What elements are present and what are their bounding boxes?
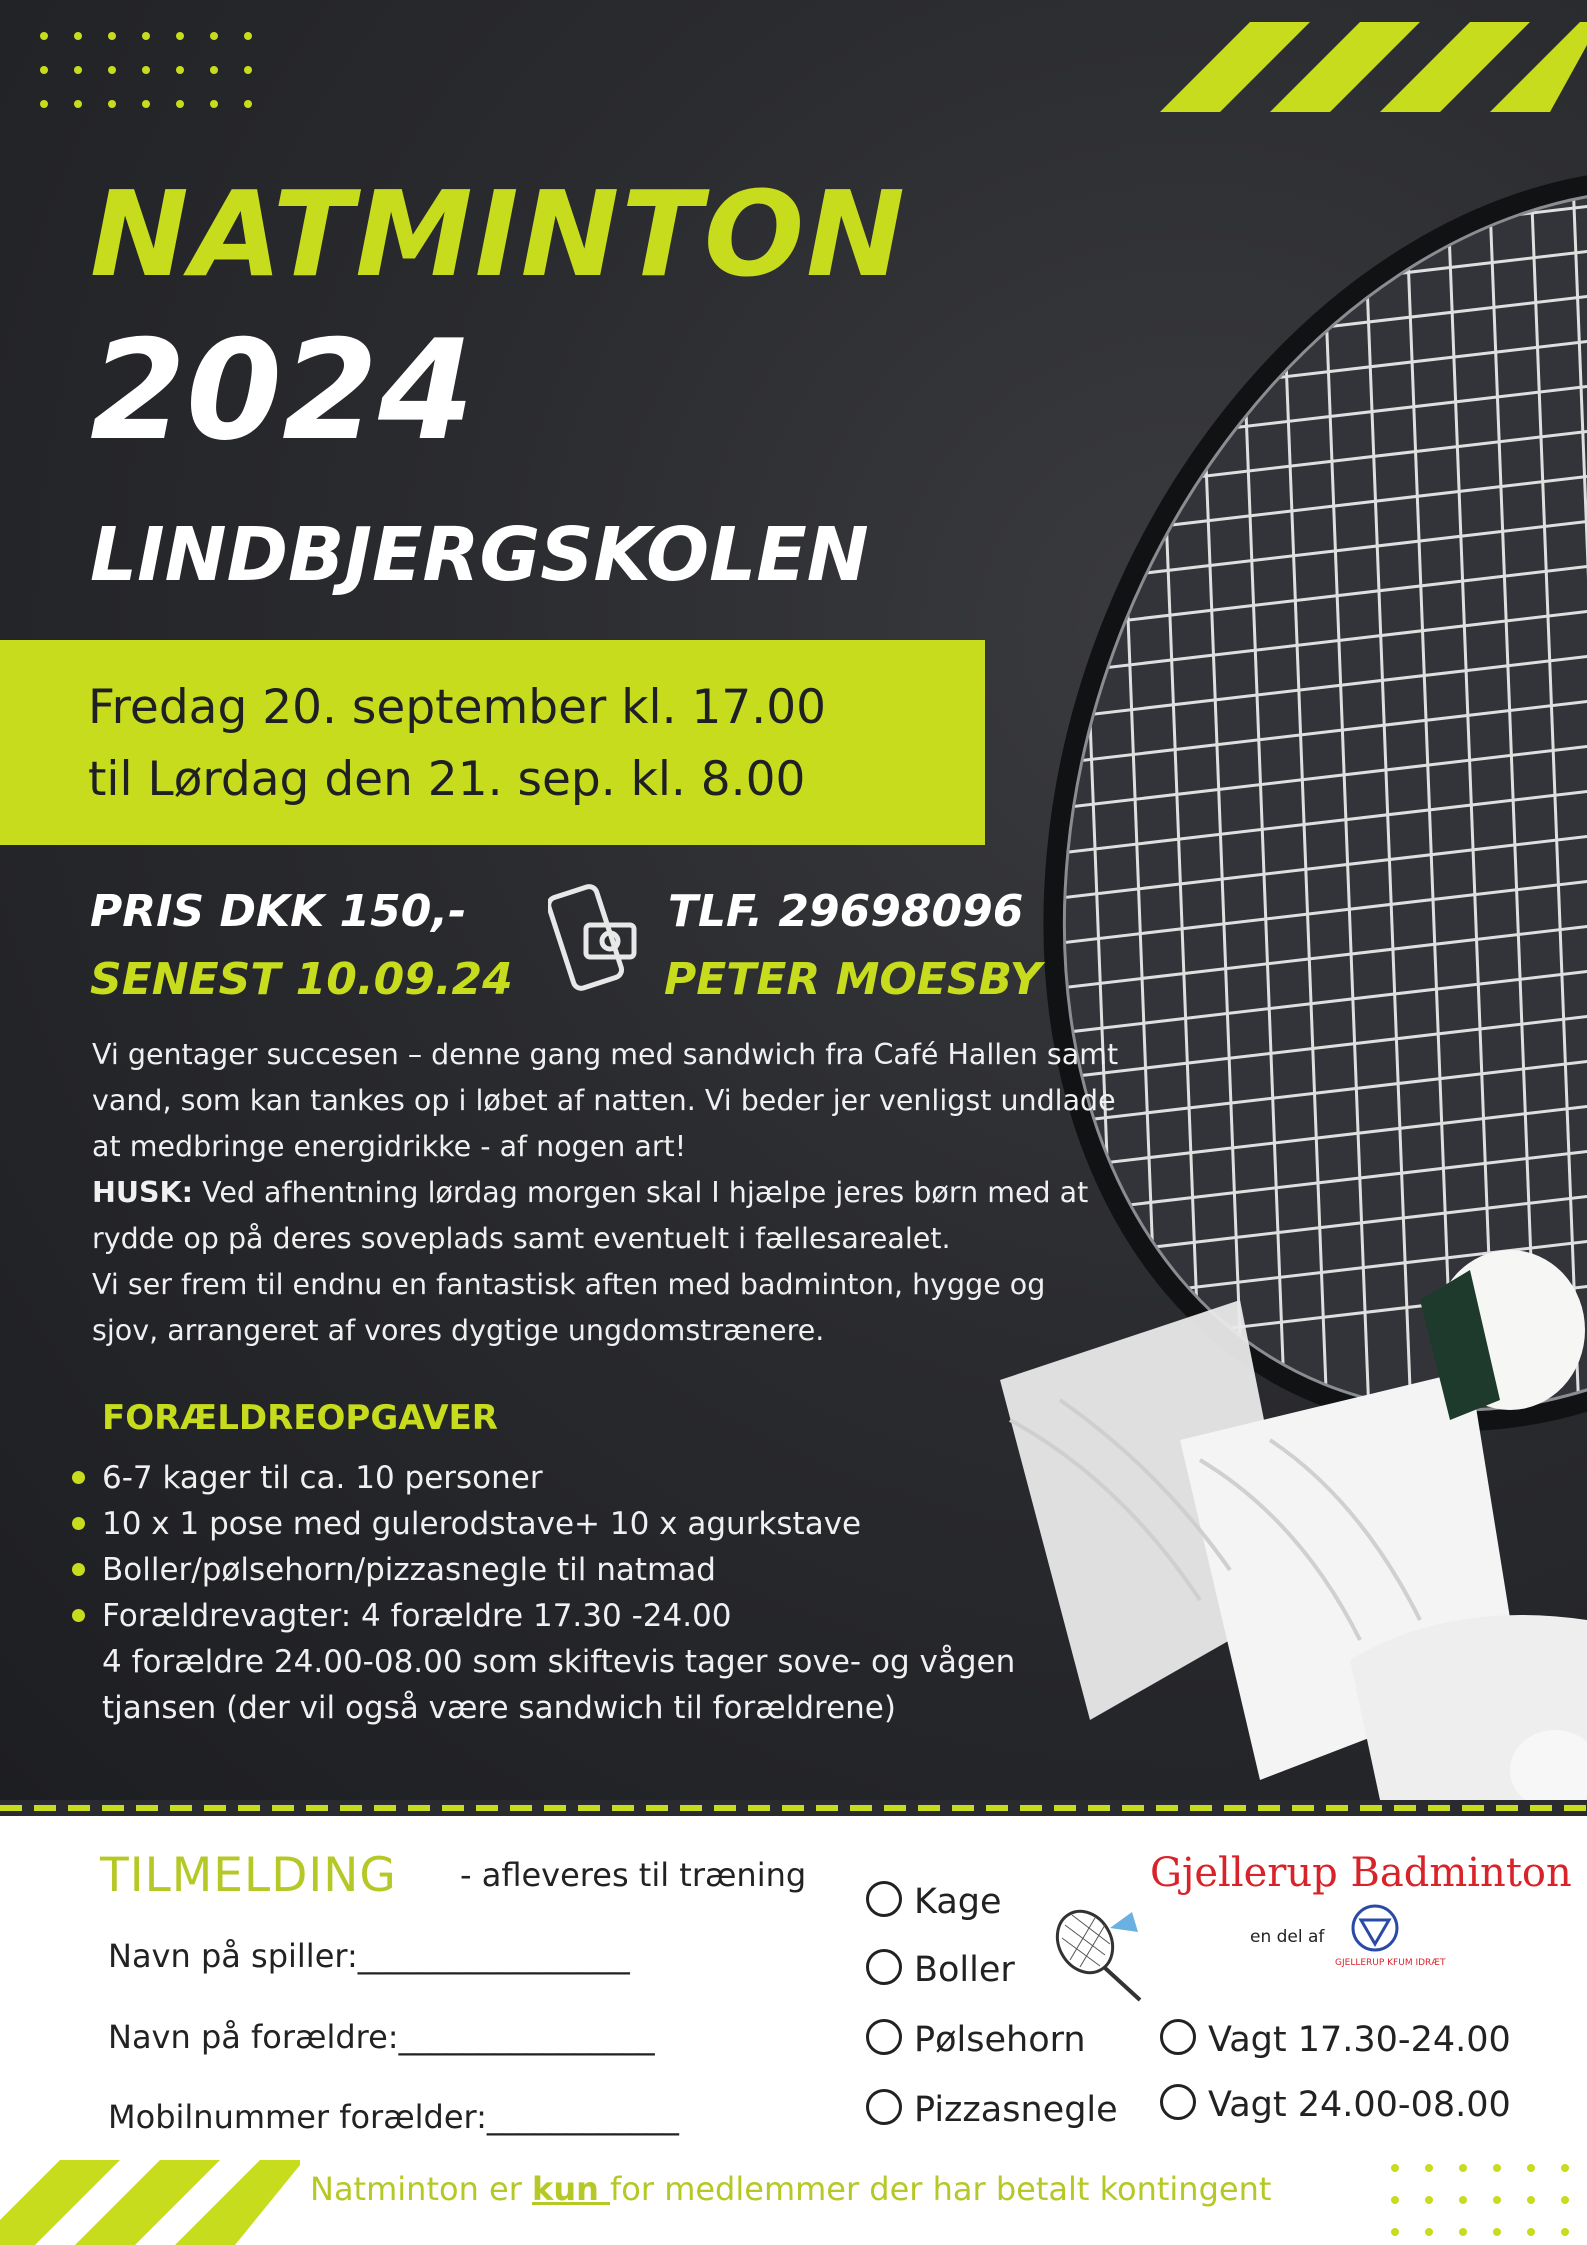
decorative-stripes-icon	[0, 2160, 300, 2245]
smartphone-payment-icon	[548, 880, 648, 1000]
club-name: Gjellerup Badminton	[1150, 1850, 1572, 1896]
parent-name-field[interactable]: Navn på forældre:________________	[108, 2018, 655, 2056]
bullet-icon	[72, 1517, 85, 1530]
registration-subtitle: - afleveres til træning	[460, 1856, 807, 1894]
option-label: Kage	[914, 1882, 1002, 1922]
task-text: Forældrevagter: 4 forældre 17.30 -24.00	[102, 1598, 732, 1634]
bullet-icon	[72, 1609, 85, 1622]
registration-title: TILMELDING	[100, 1848, 397, 1903]
poster-venue: LINDBJERGSKOLEN	[90, 512, 869, 598]
task-text: Boller/pølsehorn/pizzasnegle til natmad	[102, 1552, 716, 1588]
decorative-stripes-icon	[1160, 0, 1587, 120]
husk-text: Ved afhentning lørdag morgen skal I hjælpe jeres børn med at rydde op på deres soveplads samt eventuelt i fællesarealet.	[92, 1176, 1089, 1255]
parent-mobile-field[interactable]: Mobilnummer forælder:____________	[108, 2098, 679, 2136]
option-pizza-rolls[interactable]	[866, 2090, 1118, 2130]
closing-paragraph: Vi ser frem til endnu en fantastisk aften med badminton, hygge og sjov, arrangeret af vores dygtige ungdomstrænere.	[92, 1268, 1046, 1347]
list-item	[70, 1501, 1015, 1547]
club-racket-logo-icon	[1050, 1900, 1160, 2010]
parent-tasks-list	[70, 1455, 1015, 1731]
club-subtitle: en del af	[1250, 1927, 1325, 1947]
kfum-logo-icon	[1335, 1900, 1465, 1970]
radio-circle-icon[interactable]	[866, 2089, 902, 2125]
task-text: 10 x 1 pose med gulerodstave+ 10 x agurkstave	[102, 1506, 862, 1542]
list-item	[70, 1547, 1015, 1593]
task-text: tjansen (der vil også være sandwich til forældrene)	[102, 1690, 896, 1726]
decorative-dots-icon	[1385, 2158, 1585, 2238]
description	[92, 1032, 1172, 1354]
reminder-paragraph	[92, 1170, 1132, 1262]
option-label: Pølsehorn	[914, 2020, 1086, 2060]
parent-tasks-title: FORÆLDREOPGAVER	[102, 1398, 498, 1438]
option-sausage-rolls[interactable]	[866, 2020, 1086, 2060]
description-paragraph: Vi gentager succesen – denne gang med sandwich fra Café Hallen samt vand, som kan tankes op i løbet af natten. Vi beder jer venligst undlade at medbringe energidrikke - af nogen art!	[92, 1038, 1119, 1163]
radio-circle-icon[interactable]	[866, 2019, 902, 2055]
radio-circle-icon[interactable]	[1160, 2084, 1196, 2120]
list-item	[70, 1593, 1015, 1731]
option-label: Boller	[914, 1950, 1015, 1990]
kfum-text: GJELLERUP KFUM IDRÆT	[1335, 1958, 1446, 1968]
option-label: Vagt 17.30-24.00	[1208, 2020, 1511, 2060]
footer-text: Natminton er	[310, 2170, 533, 2208]
option-watch-evening[interactable]	[1160, 2020, 1511, 2060]
radio-circle-icon[interactable]	[866, 1949, 902, 1985]
price-text: PRIS DKK 150,-	[90, 886, 467, 937]
husk-label: HUSK:	[92, 1176, 194, 1209]
date-end: til Lørdag den 21. sep. kl. 8.00	[88, 752, 806, 807]
option-label: Pizzasnegle	[914, 2090, 1118, 2130]
radio-circle-icon[interactable]	[1160, 2019, 1196, 2055]
bullet-icon	[72, 1471, 85, 1484]
decorative-dots-icon	[38, 30, 278, 130]
phone-text: TLF. 29698096	[668, 886, 1024, 937]
bullet-icon	[72, 1563, 85, 1576]
option-label: Vagt 24.00-08.00	[1208, 2085, 1511, 2125]
date-banner	[0, 640, 985, 845]
poster-year: 2024	[90, 310, 475, 471]
option-watch-night[interactable]	[1160, 2085, 1511, 2125]
date-start: Fredag 20. september kl. 17.00	[88, 680, 827, 735]
radio-circle-icon[interactable]	[866, 1881, 902, 1917]
footer-emphasis: kun	[532, 2170, 611, 2208]
option-cake[interactable]	[866, 1882, 1002, 1922]
player-name-field[interactable]: Navn på spiller:_________________	[108, 1937, 630, 1975]
poster-title: NATMINTON	[90, 165, 907, 303]
deadline-text: SENEST 10.09.24	[90, 954, 513, 1005]
option-buns[interactable]	[866, 1950, 1015, 1990]
list-item	[70, 1455, 1015, 1501]
task-text: 6-7 kager til ca. 10 personer	[102, 1460, 543, 1496]
footer-text: for medlemmer der har betalt kontingent	[610, 2170, 1272, 2208]
contact-name: PETER MOESBY	[664, 954, 1042, 1005]
membership-note	[310, 2170, 1271, 2208]
task-text: 4 forældre 24.00-08.00 som skiftevis tager sove- og vågen	[102, 1644, 1016, 1680]
